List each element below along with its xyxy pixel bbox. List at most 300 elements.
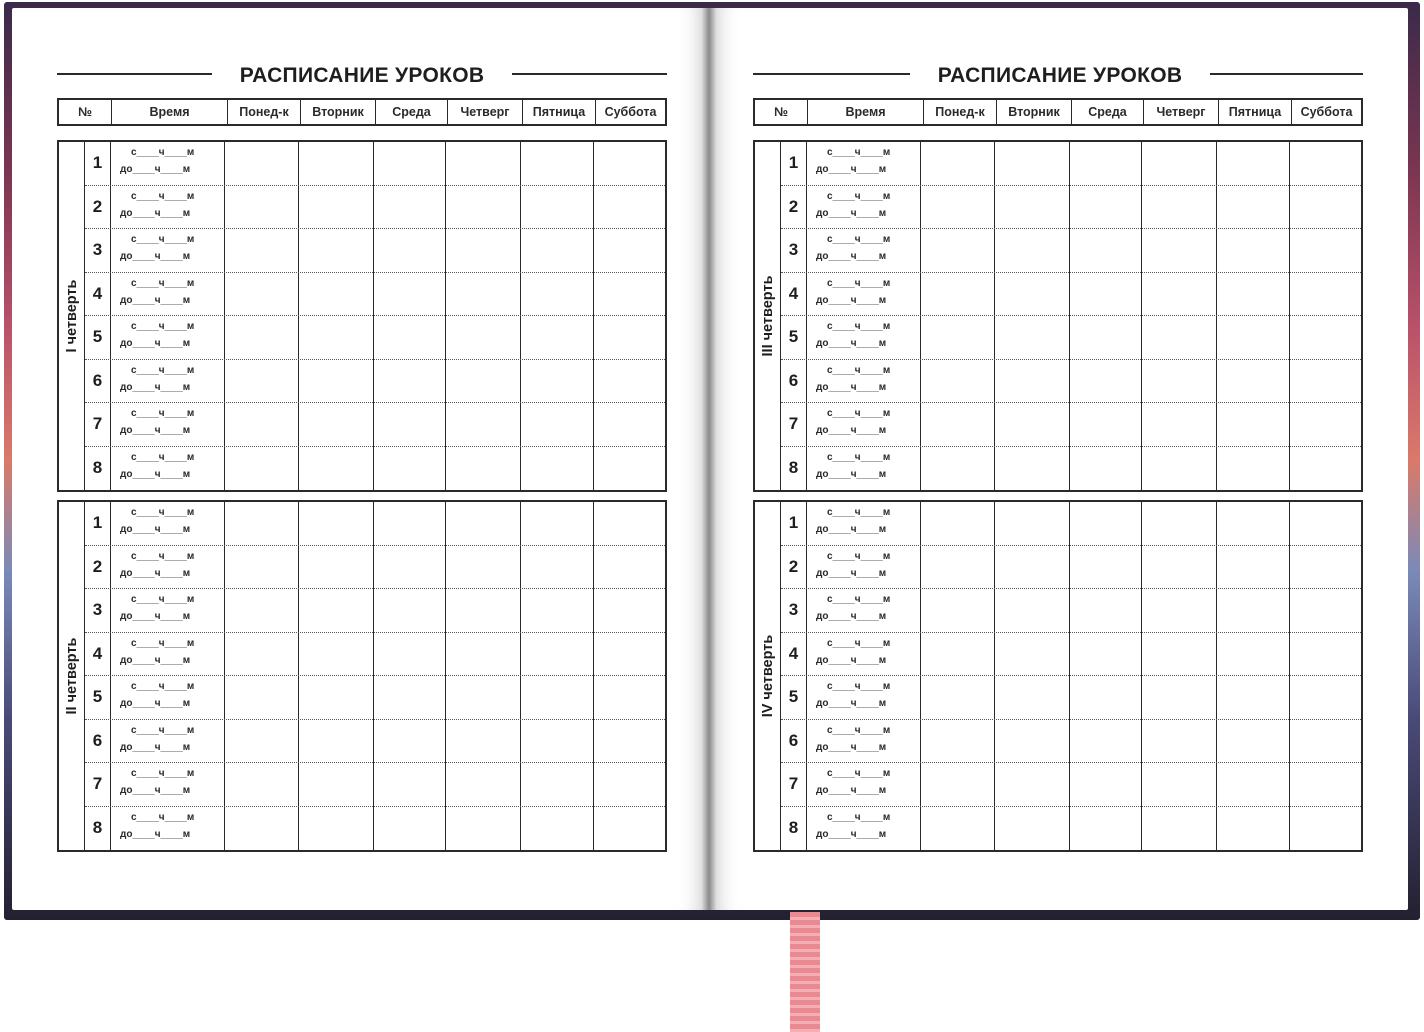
- schedule-cell[interactable]: [521, 403, 592, 446]
- lesson-row: [781, 633, 1361, 677]
- time-from: с____ч____м: [827, 147, 891, 158]
- schedule-cell[interactable]: [299, 720, 372, 763]
- lesson-time-field[interactable]: [807, 360, 921, 403]
- lesson-time-field[interactable]: [807, 763, 921, 806]
- schedule-cell[interactable]: [1070, 142, 1140, 185]
- lesson-number: 6: [85, 360, 111, 403]
- schedule-cell[interactable]: [995, 546, 1068, 589]
- schedule-cell[interactable]: [521, 807, 592, 851]
- schedule-cell[interactable]: [922, 229, 993, 272]
- schedule-cell[interactable]: [1142, 447, 1215, 491]
- schedule-cell[interactable]: [1290, 273, 1362, 316]
- schedule-cell[interactable]: [922, 142, 993, 185]
- schedule-cell[interactable]: [922, 403, 993, 446]
- lesson-time-field[interactable]: [111, 229, 225, 272]
- schedule-cell[interactable]: [1290, 502, 1362, 545]
- schedule-cell[interactable]: [1217, 186, 1288, 229]
- lesson-row: [781, 720, 1361, 764]
- schedule-cell[interactable]: [521, 186, 592, 229]
- lesson-time-field[interactable]: [807, 720, 921, 763]
- schedule-cell[interactable]: [299, 763, 372, 806]
- schedule-cell[interactable]: [299, 186, 372, 229]
- lesson-time-field[interactable]: [111, 676, 225, 719]
- time-to: до____ч____м: [816, 251, 887, 262]
- schedule-cell[interactable]: [1217, 447, 1288, 491]
- quarter-label-text: IV четверть: [759, 634, 776, 718]
- lesson-time-field[interactable]: [807, 807, 921, 851]
- schedule-cell[interactable]: [1217, 546, 1288, 589]
- page-title: РАСПИСАНИЕ УРОКОВ: [910, 62, 1210, 90]
- schedule-cell[interactable]: [1290, 142, 1362, 185]
- schedule-cell[interactable]: [1217, 360, 1288, 403]
- schedule-cell[interactable]: [521, 316, 592, 359]
- schedule-cell[interactable]: [446, 633, 519, 676]
- schedule-cell[interactable]: [226, 633, 297, 676]
- lesson-time-field[interactable]: [807, 546, 921, 589]
- lesson-time-field[interactable]: [807, 142, 921, 185]
- lesson-time-field[interactable]: [111, 720, 225, 763]
- schedule-cell[interactable]: [1217, 720, 1288, 763]
- time-to: до____ч____м: [816, 567, 887, 579]
- schedule-cell[interactable]: [299, 502, 372, 545]
- schedule-cell[interactable]: [1142, 502, 1215, 545]
- schedule-cell[interactable]: [995, 447, 1068, 491]
- schedule-cell[interactable]: [1217, 676, 1288, 719]
- schedule-cell[interactable]: [922, 546, 993, 589]
- schedule-cell[interactable]: [594, 589, 666, 632]
- schedule-cell[interactable]: [594, 186, 666, 229]
- schedule-cell[interactable]: [1142, 807, 1215, 851]
- schedule-cell[interactable]: [374, 546, 444, 589]
- schedule-cell[interactable]: [1142, 229, 1215, 272]
- lesson-row: [781, 589, 1361, 633]
- lesson-time-field[interactable]: [111, 807, 225, 851]
- schedule-cell[interactable]: [922, 360, 993, 403]
- lesson-row: [781, 273, 1361, 317]
- schedule-cell[interactable]: [226, 229, 297, 272]
- schedule-cell[interactable]: [1070, 316, 1140, 359]
- schedule-cell[interactable]: [374, 316, 444, 359]
- lesson-number: 3: [85, 229, 111, 272]
- schedule-cell[interactable]: [922, 589, 993, 632]
- schedule-cell[interactable]: [1070, 229, 1140, 272]
- schedule-cell[interactable]: [299, 589, 372, 632]
- schedule-cell[interactable]: [1142, 589, 1215, 632]
- lesson-row: [781, 502, 1361, 546]
- schedule-cell[interactable]: [299, 229, 372, 272]
- schedule-cell[interactable]: [446, 676, 519, 719]
- ribbon-bookmark[interactable]: [790, 912, 820, 1032]
- schedule-cell[interactable]: [1070, 720, 1140, 763]
- schedule-cell[interactable]: [521, 633, 592, 676]
- schedule-cell[interactable]: [521, 763, 592, 806]
- lesson-time-field[interactable]: [807, 676, 921, 719]
- schedule-cell[interactable]: [374, 142, 444, 185]
- schedule-cell[interactable]: [594, 633, 666, 676]
- schedule-cell[interactable]: [594, 720, 666, 763]
- schedule-cell[interactable]: [1290, 676, 1362, 719]
- schedule-cell[interactable]: [1290, 229, 1362, 272]
- schedule-cell[interactable]: [995, 807, 1068, 851]
- lesson-time-field[interactable]: [807, 447, 921, 491]
- time-to: до____ч____м: [120, 294, 191, 306]
- lesson-time-field[interactable]: [807, 229, 921, 272]
- schedule-cell[interactable]: [226, 546, 297, 589]
- lesson-time-field[interactable]: [111, 502, 225, 545]
- column-header-row: [753, 98, 1363, 126]
- time-from: с____ч____м: [827, 594, 891, 605]
- schedule-cell[interactable]: [995, 360, 1068, 403]
- schedule-cell[interactable]: [594, 273, 666, 316]
- quarter-label-text: I четверть: [63, 279, 80, 353]
- schedule-cell[interactable]: [299, 633, 372, 676]
- schedule-cell[interactable]: [922, 676, 993, 719]
- lesson-row: [85, 502, 665, 546]
- time-to: до____ч____м: [120, 164, 191, 175]
- schedule-cell[interactable]: [1070, 633, 1140, 676]
- schedule-cell[interactable]: [374, 676, 444, 719]
- schedule-cell[interactable]: [594, 763, 666, 806]
- column-header: Понед-к: [227, 100, 300, 124]
- schedule-cell[interactable]: [1142, 763, 1215, 806]
- schedule-cell[interactable]: [1070, 676, 1140, 719]
- column-header: Пятница: [522, 100, 595, 124]
- column-header: №: [78, 105, 92, 119]
- schedule-cell[interactable]: [446, 807, 519, 851]
- lesson-time-field[interactable]: [111, 763, 225, 806]
- schedule-cell[interactable]: [922, 316, 993, 359]
- schedule-cell[interactable]: [1290, 360, 1362, 403]
- lesson-time-field[interactable]: [807, 502, 921, 545]
- schedule-cell[interactable]: [1142, 546, 1215, 589]
- schedule-cell[interactable]: [299, 676, 372, 719]
- schedule-cell[interactable]: [446, 589, 519, 632]
- lesson-time-field[interactable]: [111, 633, 225, 676]
- lesson-number: 7: [85, 403, 111, 446]
- schedule-cell[interactable]: [1142, 403, 1215, 446]
- schedule-cell[interactable]: [1217, 502, 1288, 545]
- schedule-cell[interactable]: [922, 763, 993, 806]
- time-to: до____ч____м: [120, 524, 191, 535]
- schedule-cell[interactable]: [521, 502, 592, 545]
- schedule-cell[interactable]: [446, 546, 519, 589]
- time-from: с____ч____м: [131, 408, 195, 419]
- lesson-number: 1: [85, 142, 111, 185]
- lesson-time-field[interactable]: [111, 142, 225, 185]
- schedule-cell[interactable]: [374, 447, 444, 491]
- lesson-row: [85, 720, 665, 764]
- lesson-time-field[interactable]: [807, 589, 921, 632]
- schedule-cell[interactable]: [446, 447, 519, 491]
- time-from: с____ч____м: [827, 550, 891, 562]
- schedule-cell[interactable]: [1142, 316, 1215, 359]
- time-to: до____ч____м: [816, 164, 887, 175]
- time-to: до____ч____м: [816, 785, 887, 796]
- time-from: с____ч____м: [131, 594, 195, 605]
- schedule-cell[interactable]: [1070, 447, 1140, 491]
- lesson-time-field[interactable]: [111, 360, 225, 403]
- lesson-number: 8: [85, 447, 111, 491]
- schedule-cell[interactable]: [226, 807, 297, 851]
- schedule-cell[interactable]: [521, 360, 592, 403]
- schedule-cell[interactable]: [299, 546, 372, 589]
- schedule-cell[interactable]: [1070, 763, 1140, 806]
- schedule-cell[interactable]: [226, 273, 297, 316]
- schedule-cell[interactable]: [1290, 186, 1362, 229]
- schedule-cell[interactable]: [1070, 546, 1140, 589]
- lesson-row: [85, 546, 665, 590]
- schedule-cell[interactable]: [299, 142, 372, 185]
- lesson-time-field[interactable]: [111, 403, 225, 446]
- schedule-cell[interactable]: [1142, 360, 1215, 403]
- column-header: Пятница: [1218, 100, 1291, 124]
- schedule-cell[interactable]: [446, 186, 519, 229]
- lesson-row: [781, 447, 1361, 491]
- schedule-cell[interactable]: [226, 502, 297, 545]
- schedule-cell[interactable]: [299, 273, 372, 316]
- schedule-cell[interactable]: [521, 447, 592, 491]
- schedule-cell[interactable]: [374, 502, 444, 545]
- lesson-time-field[interactable]: [111, 316, 225, 359]
- schedule-cell[interactable]: [374, 720, 444, 763]
- schedule-cell[interactable]: [374, 633, 444, 676]
- lesson-number: 6: [85, 720, 111, 763]
- schedule-cell[interactable]: [995, 633, 1068, 676]
- schedule-cell[interactable]: [1290, 447, 1362, 491]
- schedule-cell[interactable]: [594, 546, 666, 589]
- schedule-cell[interactable]: [299, 360, 372, 403]
- schedule-cell[interactable]: [299, 403, 372, 446]
- schedule-cell[interactable]: [446, 763, 519, 806]
- lesson-time-field[interactable]: [111, 546, 225, 589]
- schedule-cell[interactable]: [995, 763, 1068, 806]
- schedule-cell[interactable]: [1142, 676, 1215, 719]
- schedule-cell[interactable]: [995, 316, 1068, 359]
- lesson-time-field[interactable]: [807, 316, 921, 359]
- schedule-cell[interactable]: [521, 273, 592, 316]
- lesson-row: [85, 360, 665, 404]
- schedule-cell[interactable]: [521, 229, 592, 272]
- schedule-cell[interactable]: [922, 447, 993, 491]
- schedule-cell[interactable]: [1070, 360, 1140, 403]
- schedule-cell[interactable]: [1290, 720, 1362, 763]
- schedule-cell[interactable]: [1142, 186, 1215, 229]
- schedule-cell[interactable]: [594, 229, 666, 272]
- schedule-cell[interactable]: [594, 447, 666, 491]
- schedule-cell[interactable]: [1217, 316, 1288, 359]
- schedule-cell[interactable]: [1070, 186, 1140, 229]
- schedule-cell[interactable]: [995, 676, 1068, 719]
- schedule-cell[interactable]: [594, 807, 666, 851]
- schedule-cell[interactable]: [521, 720, 592, 763]
- schedule-cell[interactable]: [374, 403, 444, 446]
- schedule-cell[interactable]: [922, 720, 993, 763]
- schedule-cell[interactable]: [594, 316, 666, 359]
- lesson-row: [781, 807, 1361, 851]
- lesson-row: [781, 360, 1361, 404]
- schedule-cell[interactable]: [446, 403, 519, 446]
- schedule-cell[interactable]: [1217, 273, 1288, 316]
- schedule-cell[interactable]: [922, 502, 993, 545]
- schedule-cell[interactable]: [521, 546, 592, 589]
- lesson-time-field[interactable]: [807, 403, 921, 446]
- lesson-time-field[interactable]: [111, 273, 225, 316]
- lesson-time-field[interactable]: [111, 589, 225, 632]
- time-from: с____ч____м: [827, 811, 891, 823]
- time-from: с____ч____м: [131, 190, 195, 202]
- lesson-number: 8: [85, 807, 111, 851]
- schedule-cell[interactable]: [995, 589, 1068, 632]
- schedule-cell[interactable]: [1217, 403, 1288, 446]
- schedule-cell[interactable]: [226, 186, 297, 229]
- time-to: до____ч____м: [816, 611, 887, 622]
- schedule-cell[interactable]: [995, 229, 1068, 272]
- schedule-cell[interactable]: [1070, 273, 1140, 316]
- schedule-cell[interactable]: [446, 229, 519, 272]
- schedule-cell[interactable]: [521, 589, 592, 632]
- schedule-cell[interactable]: [299, 447, 372, 491]
- schedule-cell[interactable]: [1142, 142, 1215, 185]
- schedule-cell[interactable]: [446, 502, 519, 545]
- schedule-cell[interactable]: [226, 763, 297, 806]
- lesson-number: 7: [781, 403, 807, 446]
- quarter-table: [753, 140, 1363, 492]
- schedule-cell[interactable]: [995, 502, 1068, 545]
- schedule-cell[interactable]: [374, 360, 444, 403]
- lesson-number: 4: [781, 633, 807, 676]
- lesson-number: 3: [781, 229, 807, 272]
- schedule-cell[interactable]: [922, 273, 993, 316]
- lesson-time-field[interactable]: [807, 273, 921, 316]
- schedule-cell[interactable]: [922, 186, 993, 229]
- lesson-number: 8: [781, 447, 807, 491]
- time-to: до____ч____м: [816, 294, 887, 306]
- schedule-cell[interactable]: [594, 360, 666, 403]
- schedule-cell[interactable]: [995, 186, 1068, 229]
- schedule-cell[interactable]: [1142, 633, 1215, 676]
- schedule-cell[interactable]: [1217, 807, 1288, 851]
- column-header: Вторник: [300, 100, 375, 124]
- lesson-time-field[interactable]: [807, 186, 921, 229]
- schedule-cell[interactable]: [995, 403, 1068, 446]
- column-header: Понед-к: [923, 100, 996, 124]
- time-to: до____ч____м: [816, 828, 887, 840]
- quarter-table: [57, 500, 667, 852]
- time-from: с____ч____м: [131, 277, 195, 289]
- schedule-cell[interactable]: [1142, 273, 1215, 316]
- schedule-cell[interactable]: [594, 676, 666, 719]
- lesson-time-field[interactable]: [111, 447, 225, 491]
- schedule-cell[interactable]: [1217, 589, 1288, 632]
- time-from: с____ч____м: [131, 321, 195, 332]
- book-spine-gutter: [702, 8, 716, 910]
- schedule-cell[interactable]: [299, 807, 372, 851]
- schedule-cell[interactable]: [1217, 142, 1288, 185]
- lesson-row: [85, 403, 665, 447]
- schedule-cell[interactable]: [374, 186, 444, 229]
- column-header: Среда: [375, 100, 447, 124]
- schedule-cell[interactable]: [226, 142, 297, 185]
- time-to: до____ч____м: [816, 338, 887, 349]
- lesson-time-field[interactable]: [807, 633, 921, 676]
- schedule-cell[interactable]: [226, 589, 297, 632]
- time-from: с____ч____м: [827, 451, 891, 463]
- quarter-label: [59, 502, 85, 850]
- lesson-row: [85, 142, 665, 186]
- lesson-row: [85, 229, 665, 273]
- schedule-cell[interactable]: [521, 142, 592, 185]
- lesson-time-field[interactable]: [111, 186, 225, 229]
- schedule-cell[interactable]: [374, 763, 444, 806]
- schedule-cell[interactable]: [446, 316, 519, 359]
- time-to: до____ч____м: [816, 698, 887, 709]
- schedule-cell[interactable]: [995, 720, 1068, 763]
- schedule-cell[interactable]: [226, 403, 297, 446]
- schedule-cell[interactable]: [1142, 720, 1215, 763]
- time-from: с____ч____м: [827, 637, 891, 649]
- schedule-cell[interactable]: [1290, 546, 1362, 589]
- lesson-row: [781, 546, 1361, 590]
- schedule-cell[interactable]: [446, 360, 519, 403]
- schedule-cell[interactable]: [594, 142, 666, 185]
- time-to: до____ч____м: [816, 741, 887, 753]
- schedule-cell[interactable]: [521, 676, 592, 719]
- time-from: с____ч____м: [827, 190, 891, 202]
- schedule-cell[interactable]: [226, 447, 297, 491]
- schedule-cell[interactable]: [374, 589, 444, 632]
- schedule-cell[interactable]: [1290, 633, 1362, 676]
- schedule-cell[interactable]: [374, 807, 444, 851]
- schedule-cell[interactable]: [1070, 502, 1140, 545]
- time-from: с____ч____м: [131, 364, 195, 376]
- schedule-cell[interactable]: [1217, 229, 1288, 272]
- time-from: с____ч____м: [827, 724, 891, 736]
- schedule-cell[interactable]: [374, 229, 444, 272]
- quarter-label: [755, 142, 781, 490]
- schedule-cell[interactable]: [446, 273, 519, 316]
- schedule-cell[interactable]: [922, 807, 993, 851]
- time-from: с____ч____м: [131, 234, 195, 245]
- time-to: до____ч____м: [816, 207, 887, 219]
- schedule-cell[interactable]: [226, 676, 297, 719]
- schedule-cell[interactable]: [446, 720, 519, 763]
- schedule-cell[interactable]: [1290, 316, 1362, 359]
- schedule-cell[interactable]: [1070, 403, 1140, 446]
- schedule-cell[interactable]: [995, 273, 1068, 316]
- schedule-cell[interactable]: [299, 316, 372, 359]
- schedule-cell[interactable]: [922, 633, 993, 676]
- schedule-cell[interactable]: [995, 142, 1068, 185]
- schedule-cell[interactable]: [226, 316, 297, 359]
- schedule-cell[interactable]: [594, 403, 666, 446]
- schedule-cell[interactable]: [1290, 403, 1362, 446]
- schedule-cell[interactable]: [1070, 589, 1140, 632]
- schedule-cell[interactable]: [1070, 807, 1140, 851]
- schedule-cell[interactable]: [1290, 763, 1362, 806]
- schedule-cell[interactable]: [594, 502, 666, 545]
- schedule-cell[interactable]: [1290, 589, 1362, 632]
- schedule-cell[interactable]: [446, 142, 519, 185]
- schedule-cell[interactable]: [374, 273, 444, 316]
- schedule-cell[interactable]: [1217, 763, 1288, 806]
- schedule-cell[interactable]: [226, 720, 297, 763]
- schedule-cell[interactable]: [1290, 807, 1362, 851]
- lesson-number: 2: [781, 546, 807, 589]
- time-from: с____ч____м: [131, 811, 195, 823]
- lesson-number: 6: [781, 720, 807, 763]
- schedule-cell[interactable]: [226, 360, 297, 403]
- schedule-cell[interactable]: [1217, 633, 1288, 676]
